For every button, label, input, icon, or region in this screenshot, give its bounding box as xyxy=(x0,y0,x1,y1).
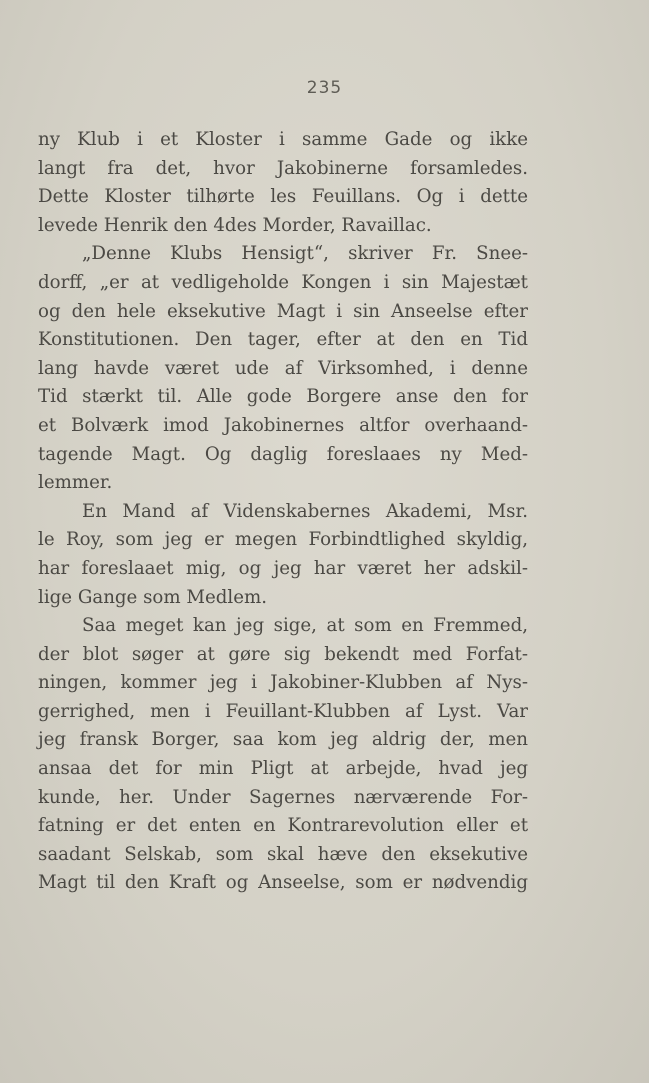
body-text xyxy=(38,126,528,898)
text-line: der blot søger at gøre sig bekendt med Forfat- xyxy=(38,643,528,665)
text-line: har foreslaaet mig, og jeg har været her adskil- xyxy=(38,557,528,579)
text-line: fatning er det enten en Kontrarevolution eller et xyxy=(38,815,528,837)
text-line: langt fra det, hvor Jakobinerne forsamledes. xyxy=(38,157,528,179)
text-line: lemmer. xyxy=(38,472,113,494)
text-line: Dette Kloster tilhørte les Feuillans. Og i dette xyxy=(38,186,528,208)
text-line: dorff, „er at vedligeholde Kongen i sin Majestæt xyxy=(38,271,528,293)
text-line: jeg fransk Borger, saa kom jeg aldrig der, men xyxy=(38,729,528,751)
text-line: lige Gange som Medlem. xyxy=(38,586,268,608)
text-line: Magt til den Kraft og Anseelse, som er nødvendig xyxy=(38,872,528,894)
text-line: „Denne Klubs Hensigt“, skriver Fr. Snee- xyxy=(82,243,528,265)
text-line: tagende Magt. Og daglig foreslaaes ny Med- xyxy=(38,443,528,465)
text-line: kunde, her. Under Sagernes nærværende For- xyxy=(38,786,528,808)
text-line: og den hele eksekutive Magt i sin Anseelse efter xyxy=(38,300,528,322)
text-line: ansaa det for min Pligt at arbejde, hvad jeg xyxy=(38,758,528,780)
text-line: ningen, kommer jeg i Jakobiner-Klubben af Nys- xyxy=(38,672,528,694)
text-line: et Bolværk imod Jakobinernes altfor overhaand- xyxy=(38,414,528,436)
text-line: levede Henrik den 4des Morder, Ravaillac. xyxy=(38,214,432,236)
text-line: En Mand af Videnskabernes Akademi, Msr. xyxy=(82,500,528,522)
text-line: Konstitutionen. Den tager, efter at den en Tid xyxy=(38,329,528,351)
text-line: gerrighed, men i Feuillant-Klubben af Lyst. Var xyxy=(38,700,528,722)
text-line: lang havde været ude af Virksomhed, i denne xyxy=(38,357,528,379)
text-line: Saa meget kan jeg sige, at som en Fremmed, xyxy=(82,615,528,637)
page-number: 235 xyxy=(306,78,343,98)
text-line: saadant Selskab, som skal hæve den eksekutive xyxy=(38,843,528,865)
text-line: ny Klub i et Kloster i samme Gade og ikke xyxy=(38,129,528,150)
text-line: Tid stærkt til. Alle gode Borgere anse den for xyxy=(38,386,528,408)
text-line: le Roy, som jeg er megen Forbindtlighed skyldig, xyxy=(38,529,528,551)
